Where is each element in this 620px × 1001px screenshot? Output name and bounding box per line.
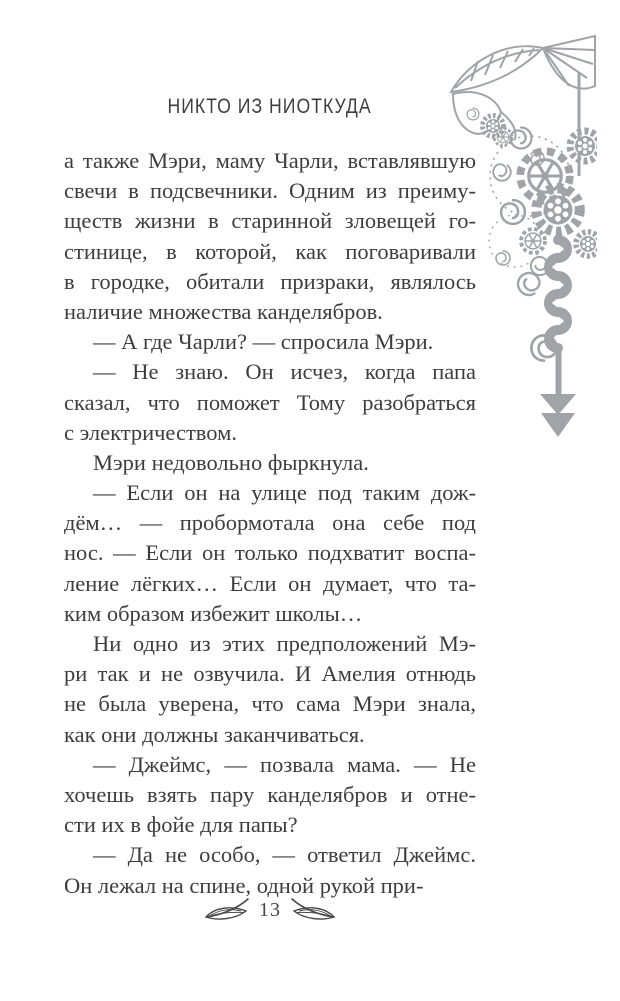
page-number: 13 <box>259 899 281 921</box>
book-title: НИКТО ИЗ НИОТКУДА <box>167 95 373 118</box>
paragraph <box>64 750 476 841</box>
text-line: ществ жизни в старинной зловещей го- <box>64 208 476 234</box>
running-header <box>64 95 476 119</box>
paragraph <box>64 478 476 629</box>
text-block <box>64 146 476 901</box>
text-line: сти их в фойе для папы? <box>64 812 298 838</box>
text-line: — Да не особо, — ответил Джеймс. <box>93 842 476 868</box>
text-line: нос. — Если он только подхватит воспа- <box>64 540 476 566</box>
paragraph <box>64 448 476 478</box>
text-line: ким образом избежит школы… <box>64 600 363 626</box>
paragraph <box>64 327 476 357</box>
text-line: — Если он на улице под таким дож- <box>93 480 476 506</box>
page-footer <box>64 897 476 923</box>
text-line: — Не знаю. Он исчез, когда папа <box>93 359 476 385</box>
text-line: хочешь взять пару канделябров и отне- <box>64 781 476 807</box>
text-line: в городке, обитали призраки, являлось <box>64 268 476 294</box>
footer-flourish-left-icon <box>204 898 250 922</box>
text-line: а также Мэри, маму Чарли, вставлявшую <box>64 148 476 173</box>
paragraph <box>64 840 476 900</box>
text-line: Ни одно из этих предположений Мэ- <box>93 631 476 656</box>
text-line: не была уверена, что сама Мэри знала, <box>64 691 476 717</box>
paragraph <box>64 146 476 327</box>
footer-flourish-right-icon <box>290 898 336 922</box>
text-line: — А где Чарли? — спросила Мэри. <box>93 329 434 355</box>
paragraph <box>64 629 476 750</box>
paragraph <box>64 357 476 448</box>
text-line: дём… — пробормотала она себе под <box>64 510 476 536</box>
text-line: стинице, в которой, как поговаривали <box>64 238 476 264</box>
text-line: наличие множества канделябров. <box>64 298 383 324</box>
text-line: Мэри недовольно фыркнула. <box>93 449 369 475</box>
text-line: ление лёгких… Если он думает, что та- <box>64 570 476 596</box>
text-line: с электричеством. <box>64 419 237 445</box>
text-line: свечи в подсвечники. Одним из преиму- <box>64 178 476 204</box>
text-line: как они должны заканчиваться. <box>64 721 365 747</box>
text-line: Он лежал на спине, одной рукой при- <box>64 872 424 898</box>
text-line: ри так и не озвучила. И Амелия отнюдь <box>64 661 476 687</box>
text-line: — Джеймс, — позвала мама. — Не <box>93 751 476 777</box>
text-line: сказал, что поможет Тому разобраться <box>64 389 476 415</box>
